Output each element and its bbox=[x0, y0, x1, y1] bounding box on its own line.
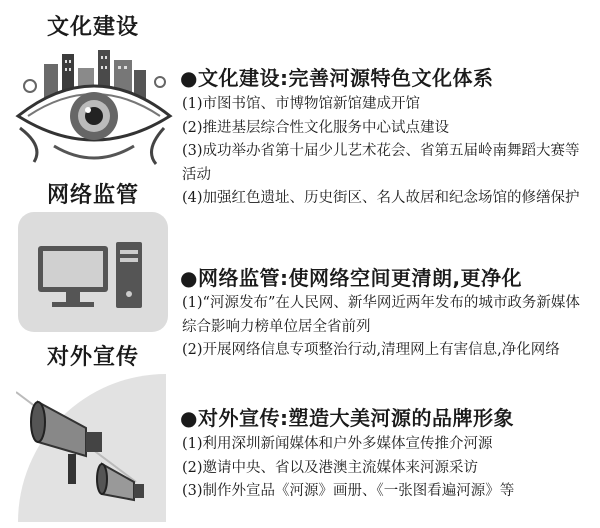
list-item: (1)市图书馆、市博物馆新馆建成开馆 bbox=[182, 96, 421, 112]
section-label: 对外宣传 bbox=[46, 345, 139, 370]
list-item: (4)加强红色遗址、历史街区、名人故居和纪念场馆的修缮保护 bbox=[182, 190, 580, 206]
list-item: (3)制作外宣品《河源》画册、《一张图看遍河源》等 bbox=[182, 483, 515, 499]
computer-icon bbox=[18, 212, 168, 332]
list-item: (1)“河源发布”在人民网、新华网近两年发布的城市政务新媒体综合影响力榜单位居全省前列 bbox=[182, 295, 580, 335]
list-item: (2)邀请中央、省以及港澳主流媒体来河源采访 bbox=[182, 459, 479, 476]
megaphone-icon bbox=[16, 372, 166, 522]
section-label: 文化建设 bbox=[46, 15, 139, 40]
list-item: (3)成功举办省第十届少儿艺术花会、省第五届岭南舞蹈大赛等活动 bbox=[182, 143, 580, 183]
section-heading: ●文化建设:完善河源特色文化体系 bbox=[180, 66, 494, 90]
item-list bbox=[182, 433, 586, 504]
section-publicity bbox=[0, 340, 600, 528]
section-label: 网络监管 bbox=[46, 183, 139, 208]
list-item: (1)利用深圳新闻媒体和户外多媒体宣传推介河源 bbox=[182, 436, 493, 452]
list-item: (2)推进基层综合性文化服务中心试点建设 bbox=[182, 119, 450, 136]
eye-city-illustration-icon bbox=[14, 46, 174, 170]
list-item: (2)开展网络信息专项整治行动,清理网上有害信息,净化网络 bbox=[182, 342, 560, 358]
section-heading: ●网络监管:使网络空间更清朗,更净化 bbox=[180, 266, 523, 290]
section-heading: ●对外宣传:塑造大美河源的品牌形象 bbox=[180, 406, 514, 430]
